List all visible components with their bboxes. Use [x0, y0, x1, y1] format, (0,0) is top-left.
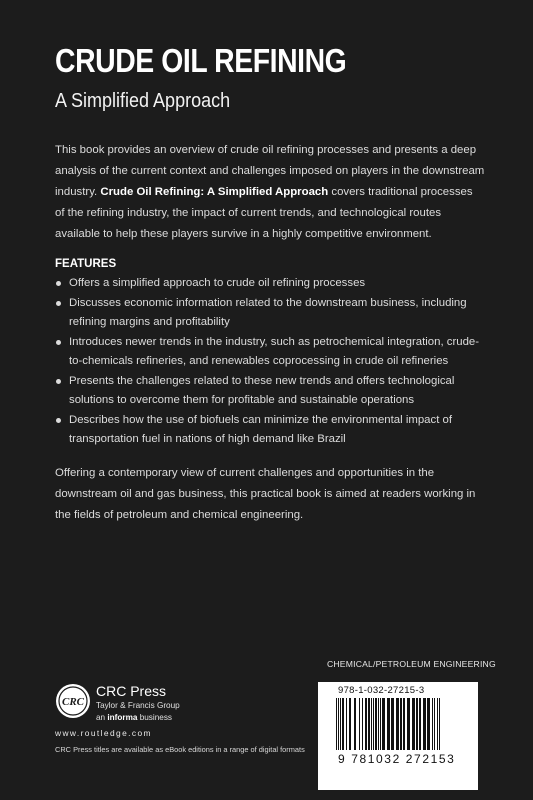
publisher-website-link[interactable]: www.routledge.com: [55, 728, 152, 738]
barcode-panel: [318, 682, 478, 790]
isbn-label: 978-1-032-27215-3: [338, 685, 425, 696]
description-book-title: Crude Oil Refining: A Simplified Approach: [100, 186, 329, 198]
feature-item: Introduces newer trends in the industry, such as petrochemical integration, crude-to-chemicals refineries, and renewables coprocessing in crude oil refineries: [55, 333, 485, 372]
features-list: [55, 274, 485, 450]
barcode-graphic: [318, 682, 478, 790]
informa-suffix: business: [137, 713, 173, 722]
publisher-name: CRC Press: [96, 683, 167, 699]
crc-logo-text: CRC: [61, 696, 85, 708]
description-part-1: This book provides an overview of crude oil refining processes and presents a deep analysis of the current context and challenges imposed on players in the downstream industry.: [55, 144, 485, 198]
barcode-digits: 9 781032 272153: [338, 752, 456, 766]
feature-item: Offers a simplified approach to crude oil refining processes: [55, 274, 485, 294]
closing-paragraph: Offering a contemporary view of current challenges and opportunities in the downstream oil and gas business, this practical book is aimed at readers working in the fields of petroleum and chemical engineering.: [55, 467, 476, 521]
crc-press-logo-icon: [55, 683, 91, 719]
book-subtitle: A Simplified Approach: [55, 90, 231, 112]
ebook-availability-note: CRC Press titles are available as eBook editions in a range of digital formats: [55, 745, 305, 754]
description-paragraph: [55, 140, 485, 245]
description-part-2: covers traditional processes of the refining industry, the impact of current trends, and technological routes available to help these players survive in a highly competitive environment.: [55, 186, 473, 240]
informa-business-line: [96, 713, 172, 722]
publisher-group: Taylor & Francis Group: [96, 701, 180, 710]
informa-brand: informa: [107, 713, 138, 722]
informa-prefix: an: [96, 713, 108, 722]
feature-item: Presents the challenges related to these new trends and offers technological solutions to overcome them for profitable and sustainable operations: [55, 372, 485, 411]
subject-category: CHEMICAL/PETROLEUM ENGINEERING: [327, 659, 496, 669]
feature-item: Describes how the use of biofuels can minimize the environmental impact of transportation fuel in nations of high demand like Brazil: [55, 411, 485, 450]
features-heading: FEATURES: [55, 258, 117, 270]
book-title: CRUDE OIL REFINING: [55, 42, 347, 79]
feature-item: Discusses economic information related to the downstream business, including refining margins and profitability: [55, 294, 485, 333]
